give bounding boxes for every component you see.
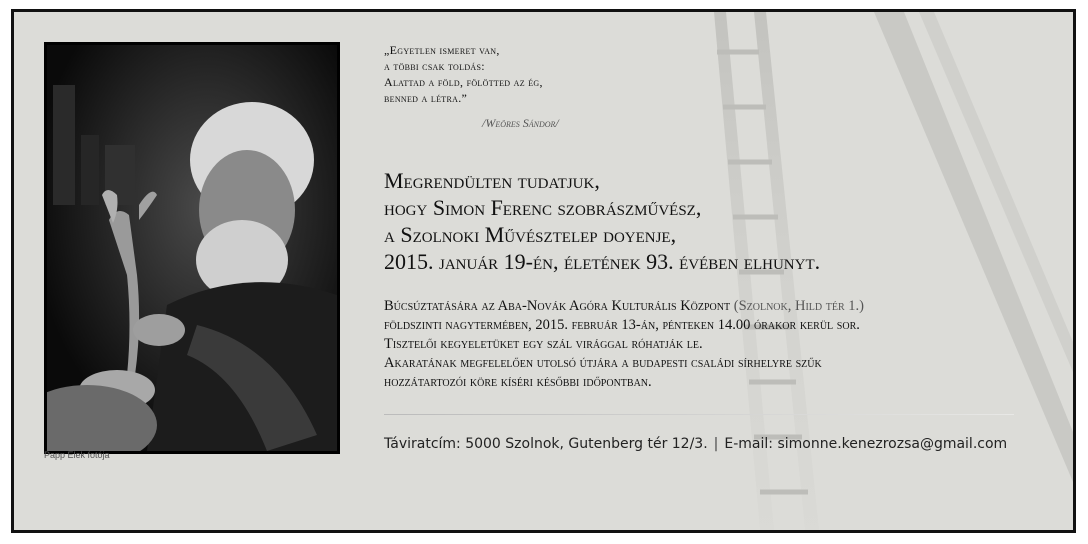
postal-address: Táviratcím: 5000 Szolnok, Gutenberg tér 12/3. <box>384 436 708 452</box>
death-announcement <box>384 167 820 275</box>
portrait-photo <box>44 42 340 454</box>
announcement-line: a Szolnoki Művésztelep doyenje, <box>384 222 677 247</box>
photo-credit: Papp Elek fotója <box>44 450 110 460</box>
quote-line: Alattad a föld, fölötted az ég, <box>384 75 543 89</box>
contact-separator: | <box>713 436 719 452</box>
contact-info <box>384 436 1007 452</box>
quote-line: a többi csak toldás: <box>384 59 485 73</box>
venue-location: (Szolnok, Hild tér 1.) <box>733 298 864 314</box>
divider <box>384 414 1014 415</box>
details-line <box>384 297 864 316</box>
details-line: Tisztelői kegyeletüket egy szál virággal róhatják le. <box>384 336 703 352</box>
funeral-details <box>384 297 864 392</box>
details-line: Akaratának megfelelően utolsó útjára a budapesti családi sírhelyre szűk <box>384 355 822 371</box>
venue-text: Búcsúztatására az Aba-Novák Agóra Kulturális Központ <box>384 298 731 314</box>
obituary-card <box>11 9 1076 533</box>
details-line: földszinti nagytermében, 2015. február 13-án, pénteken 14.00 órakor kerül sor. <box>384 317 860 333</box>
quote-block <box>384 42 543 106</box>
quote-line: „Egyetlen ismeret van, <box>384 43 500 57</box>
sculptor-portrait-image <box>47 45 337 451</box>
quote-line: benned a létra.” <box>384 91 468 105</box>
email-link[interactable]: E-mail: simonne.kenezrozsa@gmail.com <box>724 436 1008 452</box>
announcement-line: 2015. január 19-én, életének 93. évében elhunyt. <box>384 249 821 274</box>
announcement-line: Megrendülten tudatjuk, <box>384 168 600 193</box>
details-line: hozzátartozói köre kíséri későbbi időpontban. <box>384 374 652 390</box>
quote-author: /Weöres Sándor/ <box>482 116 559 130</box>
announcement-line: hogy Simon Ferenc szobrászművész, <box>384 195 702 220</box>
